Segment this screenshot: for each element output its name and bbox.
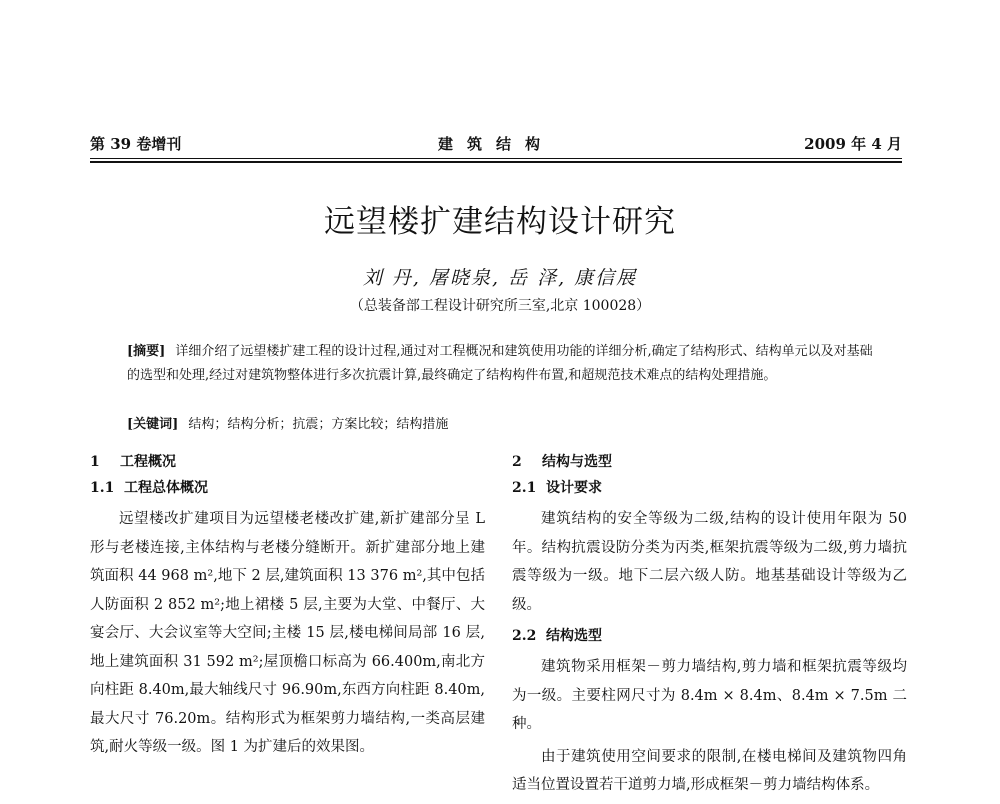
abstract [127, 340, 882, 388]
subsection-number: 1.1 [90, 480, 115, 496]
abstract-text: 详细介绍了远望楼扩建工程的设计过程,通过对工程概况和建筑使用功能的详细分析,确定了结构形式、结构单元以及对基础的选型和处理,经过对建筑物整体进行多次抗震计算,最终确定了结构构件布置,和超规范技术难点的结构处理措施。 [127, 344, 873, 383]
header-rule [90, 158, 902, 159]
body-paragraph: 建筑结构的安全等级为二级,结构的设计使用年限为 50 年。结构抗震设防分类为丙类,框架抗震等级为二级,剪力墙抗震等级为一级。地下二层六级人防。地基基础设计等级为乙级。 [512, 511, 907, 613]
subsection-number: 2.1 [512, 480, 537, 496]
keywords-label: [关键词] [127, 417, 179, 432]
section-title: 工程概况 [120, 454, 176, 470]
subsection-title: 设计要求 [546, 480, 602, 496]
section-number: 1 [90, 454, 100, 470]
keywords-text: 结构；结构分析；抗震；方案比较；结构措施 [188, 417, 449, 432]
paper-title: 远望楼扩建结构设计研究 [324, 204, 676, 240]
subsection-heading [90, 475, 485, 501]
header-rule-thick [90, 161, 902, 163]
journal-name: 建筑结构 [437, 135, 554, 153]
section-number: 2 [512, 454, 522, 470]
right-column [512, 449, 907, 804]
subsection-number: 2.2 [512, 628, 537, 644]
journal-volume: 第 39 卷增刊 [90, 135, 182, 153]
body-paragraph: 由于建筑使用空间要求的限制,在楼电梯间及建筑物四角适当位置设置若干道剪力墙,形成框架－剪力墙结构体系。 [512, 748, 907, 793]
running-header [90, 133, 902, 157]
section-title: 结构与选型 [542, 454, 612, 470]
affiliation: （总装备部工程设计研究所三室,北京 100028） [349, 298, 651, 314]
section-heading [512, 449, 907, 475]
keywords [127, 413, 882, 432]
subsection-title: 结构选型 [546, 628, 602, 644]
subsection-heading [512, 623, 907, 649]
body-paragraph: 远望楼改扩建项目为远望楼老楼改扩建,新扩建部分呈 L 形与老楼连接,主体结构与老楼分缝断开。新扩建部分地上建筑面积 44 968 m²,地下 2 层,建筑面积 13 376 m²,其中包括人防面积 2 852 m²;地上裙楼 5 层,主要为大堂、中餐厅、大宴会厅、大会议室等大空间;主楼 15 层,楼电梯间局部 16 层,地上建筑面积 31 592 m²;屋顶檐口标高为 66.400m,南北方向柱距 8.40m,最大轴线尺寸 96.90m,东西方向柱距 8.40m,最大尺寸 76.20m。结构形式为框架剪力墙结构,一类高层建筑,耐火等级一级。图 1 为扩建后的效果图。 [90, 511, 485, 755]
author-list: 刘 丹, 屠晓泉, 岳 泽, 康信展 [362, 267, 638, 289]
left-column [90, 449, 485, 766]
subsection-heading [512, 475, 907, 501]
issue-date: 2009 年 4 月 [804, 135, 902, 153]
section-heading [90, 449, 485, 475]
abstract-label: [摘要] [127, 344, 166, 359]
subsection-title: 工程总体概况 [124, 480, 208, 496]
body-paragraph: 建筑物采用框架－剪力墙结构,剪力墙和框架抗震等级均为一级。主要柱网尺寸为 8.4m × 8.4m、8.4m × 7.5m 二种。 [512, 659, 907, 732]
